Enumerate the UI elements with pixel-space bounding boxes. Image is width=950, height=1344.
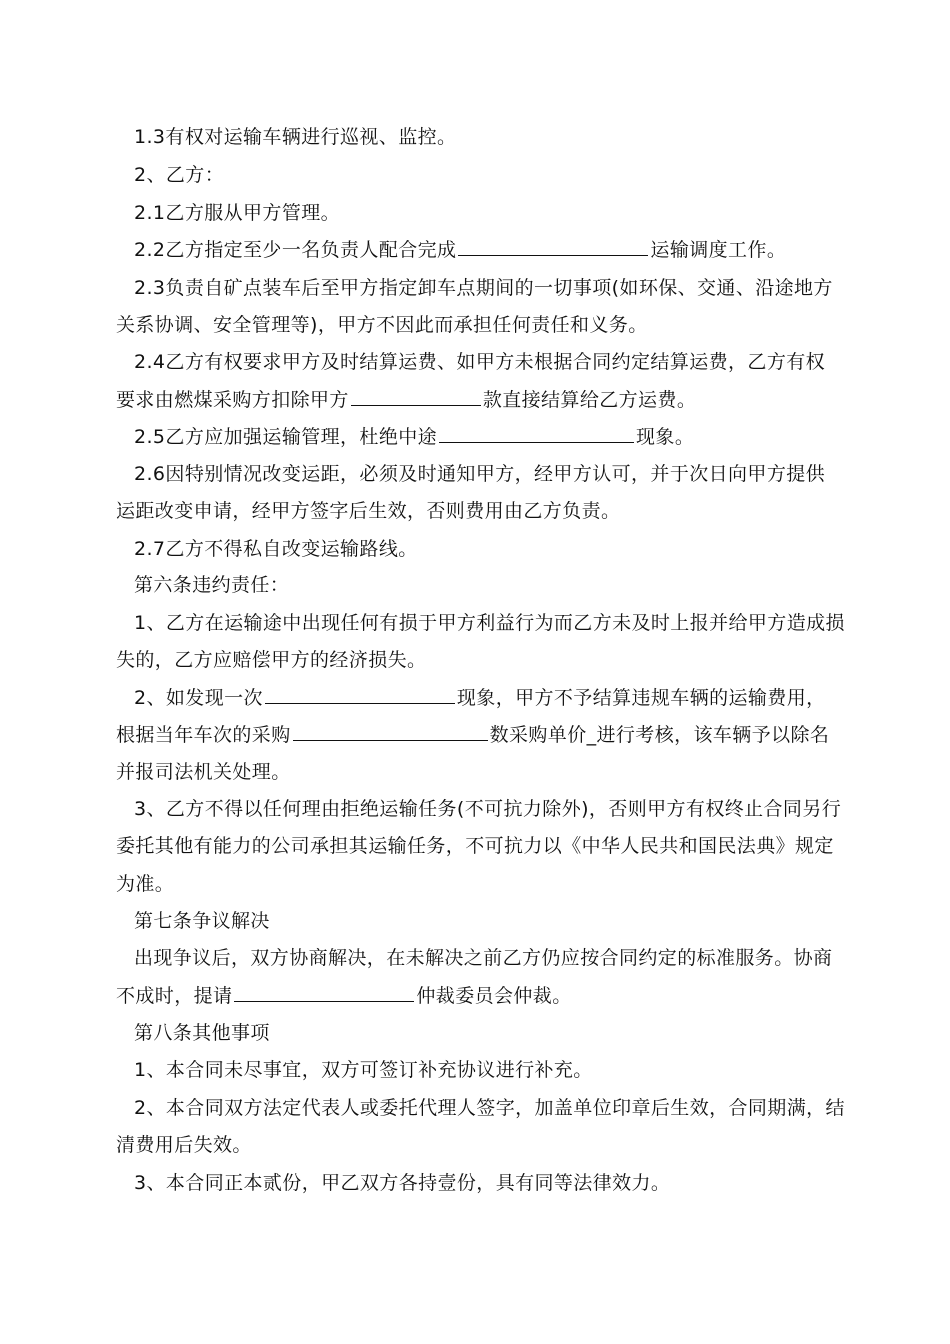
text-line: 2.4乙方有权要求甲方及时结算运费、如甲方未根据合同约定结算运费，乙方有权 (134, 351, 826, 373)
text-line: 失的，乙方应赔偿甲方的经济损失。 (116, 649, 427, 671)
text-segment: 要求由燃煤采购方扣除甲方 (116, 389, 349, 411)
fill-in-blank (351, 389, 481, 406)
text-line: 运距改变申请，经甲方签字后生效，否则费用由乙方负责。 (116, 500, 621, 522)
text-segment: 现象。 (636, 426, 695, 448)
text-line: 3、乙方不得以任何理由拒绝运输任务(不可抗力除外)，否则甲方有权终止合同另行 (134, 798, 842, 820)
text-segment: 运输调度工作。 (650, 239, 787, 261)
text-line (116, 388, 846, 412)
text-segment: 款直接结算给乙方运费。 (482, 389, 697, 411)
text-line: 清费用后失效。 (116, 1134, 252, 1156)
fill-in-blank (293, 724, 488, 741)
text-line: 2、乙方： (134, 164, 225, 186)
text-segment: 2.5乙方应加强运输管理，杜绝中途 (134, 426, 438, 448)
section-heading: 第六条违约责任： (134, 574, 290, 596)
text-segment: 根据当年车次的采购 (116, 724, 291, 746)
text-line: 关系协调、安全管理等)，甲方不因此而承担任何责任和义务。 (116, 314, 648, 336)
text-line: 1、本合同未尽事宜，双方可签订补充协议进行补充。 (134, 1059, 593, 1081)
fill-in-blank (234, 985, 414, 1002)
text-line: 2.6因特别情况改变运距，必须及时通知甲方，经甲方认可，并于次日向甲方提供 (134, 463, 826, 485)
text-segment: 2、如发现一次 (134, 687, 263, 709)
text-line: 2、本合同双方法定代表人或委托代理人签字，加盖单位印章后生效，合同期满，结 (134, 1097, 845, 1119)
text-line: 并报司法机关处理。 (116, 761, 291, 783)
text-line (116, 984, 846, 1008)
fill-in-blank (265, 687, 455, 704)
text-segment: 2.2乙方指定至少一名负责人配合完成 (134, 239, 457, 261)
text-segment: 仲裁委员会仲裁。 (416, 985, 572, 1007)
text-line: 2.7乙方不得私自改变运输路线。 (134, 538, 418, 560)
text-line: 为准。 (116, 873, 175, 895)
text-line: 2.3负责自矿点装车后至甲方指定卸车点期间的一切事项(如环保、交通、沿途地方 (134, 277, 833, 299)
section-heading: 第七条争议解决 (134, 910, 270, 932)
fill-in-blank (439, 426, 634, 443)
text-line (134, 238, 864, 262)
fill-in-blank (458, 239, 648, 256)
text-line (134, 686, 864, 710)
text-line: 2.1乙方服从甲方管理。 (134, 202, 341, 224)
text-line: 3、本合同正本贰份，甲乙双方各持壹份，具有同等法律效力。 (134, 1172, 671, 1194)
text-segment: 数采购单价_进行考核，该车辆予以除名 (489, 724, 830, 746)
text-line (134, 425, 864, 449)
text-line: 出现争议后，双方协商解决，在未解决之前乙方仍应按合同约定的标准服务。协商 (134, 947, 833, 969)
text-line (116, 723, 846, 747)
text-line: 委托其他有能力的公司承担其运输任务，不可抗力以《中华人民共和国民法典》规定 (116, 835, 834, 857)
text-segment: 不成时，提请 (116, 985, 233, 1007)
section-heading: 第八条其他事项 (134, 1022, 270, 1044)
text-line: 1.3有权对运输车辆进行巡视、监控。 (134, 126, 457, 148)
text-segment: 现象，甲方不予结算违规车辆的运输费用， (456, 687, 826, 709)
text-line: 1、乙方在运输途中出现任何有损于甲方利益行为而乙方未及时上报并给甲方造成损 (134, 612, 845, 634)
